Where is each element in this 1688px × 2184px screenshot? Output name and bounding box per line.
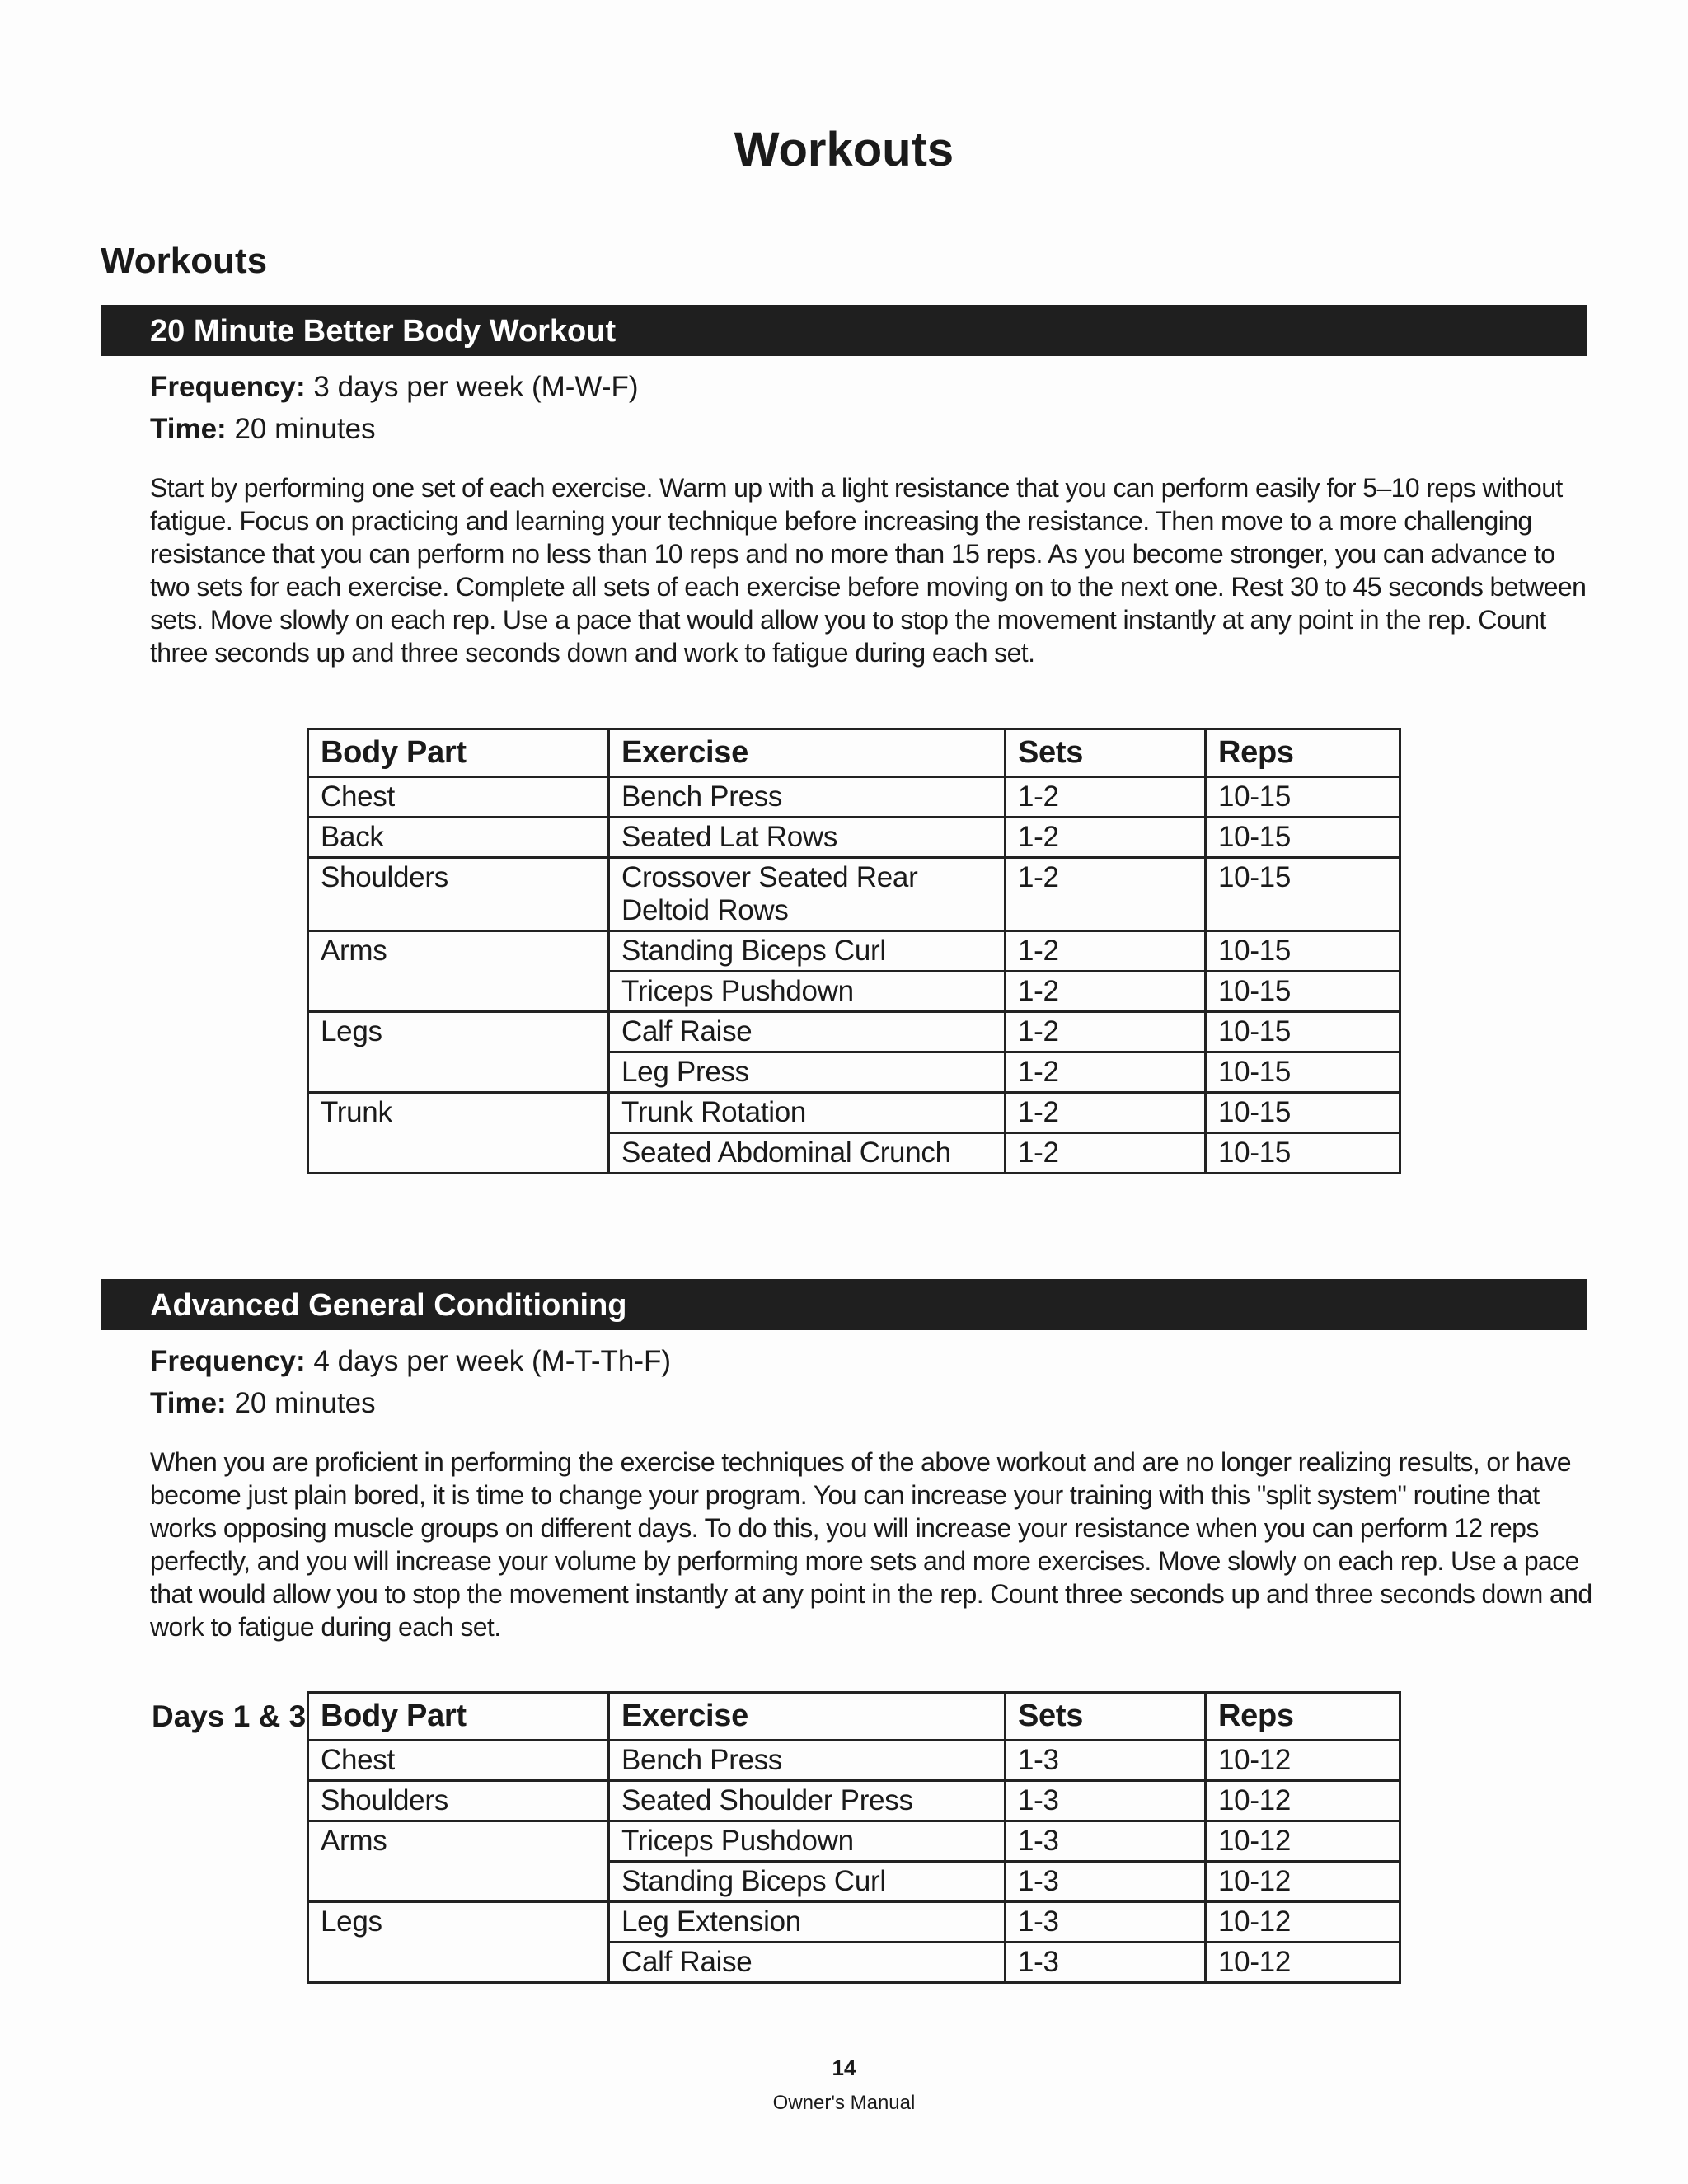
body-part-cell: Chest — [308, 1741, 609, 1781]
workout2-table — [307, 1691, 1401, 1984]
header-body-part: Body Part — [308, 1693, 609, 1741]
reps-cell: 10-15 — [1206, 1093, 1400, 1133]
table-row — [308, 1781, 1400, 1821]
table-header-row — [308, 729, 1400, 777]
body-part-cell: Shoulders — [308, 858, 609, 931]
workout1-frequency — [150, 367, 1551, 408]
sets-cell: 1-2 — [1006, 777, 1206, 818]
workout2-frequency — [150, 1341, 1551, 1382]
header-exercise: Exercise — [609, 729, 1006, 777]
body-part-cell: Legs — [308, 1902, 609, 1943]
header-sets: Sets — [1006, 729, 1206, 777]
workout2-title-bar: Advanced General Conditioning — [101, 1279, 1587, 1330]
footer-manual-label: Owner's Manual — [772, 2092, 916, 2114]
table-row — [308, 972, 1400, 1012]
header-reps: Reps — [1206, 1693, 1400, 1741]
header-exercise: Exercise — [609, 1693, 1006, 1741]
reps-cell: 10-15 — [1206, 1133, 1400, 1174]
exercise-cell: Bench Press — [609, 1741, 1006, 1781]
table-row — [308, 1902, 1400, 1943]
section-title: Workouts — [101, 241, 268, 281]
exercise-cell: Calf Raise — [609, 1943, 1006, 1983]
body-part-cell — [308, 1862, 609, 1902]
reps-cell: 10-15 — [1206, 972, 1400, 1012]
exercise-cell: Standing Biceps Curl — [609, 1862, 1006, 1902]
body-part-cell: Legs — [308, 1012, 609, 1052]
table-row — [308, 931, 1400, 972]
exercise-cell: Crossover Seated Rear Deltoid Rows — [609, 858, 1006, 931]
days-label: Days 1 & 3 — [152, 1699, 307, 1733]
exercise-cell: Triceps Pushdown — [609, 972, 1006, 1012]
exercise-cell: Bench Press — [609, 777, 1006, 818]
frequency-label: Frequency: — [150, 371, 306, 403]
table-row — [308, 818, 1400, 858]
workout1-time — [150, 409, 1551, 450]
sets-cell: 1-3 — [1006, 1781, 1206, 1821]
sets-cell: 1-2 — [1006, 818, 1206, 858]
workout1-table — [307, 728, 1401, 1174]
reps-cell: 10-15 — [1206, 1052, 1400, 1093]
table-row — [308, 858, 1400, 931]
page-number: 14 — [832, 2055, 856, 2080]
table-row — [308, 1943, 1400, 1983]
time-value: 20 minutes — [226, 1387, 376, 1419]
body-part-cell: Arms — [308, 1821, 609, 1862]
header-body-part: Body Part — [308, 729, 609, 777]
sets-cell: 1-2 — [1006, 931, 1206, 972]
exercise-cell: Trunk Rotation — [609, 1093, 1006, 1133]
sets-cell: 1-3 — [1006, 1821, 1206, 1862]
body-part-cell: Arms — [308, 931, 609, 972]
reps-cell: 10-12 — [1206, 1821, 1400, 1862]
reps-cell: 10-12 — [1206, 1741, 1400, 1781]
exercise-cell: Seated Shoulder Press — [609, 1781, 1006, 1821]
time-label: Time: — [150, 1387, 227, 1419]
table-row — [308, 1052, 1400, 1093]
frequency-label: Frequency: — [150, 1345, 306, 1377]
sets-cell: 1-3 — [1006, 1943, 1206, 1983]
sets-cell: 1-2 — [1006, 858, 1206, 931]
table-row — [308, 1821, 1400, 1862]
reps-cell: 10-15 — [1206, 1012, 1400, 1052]
sets-cell: 1-3 — [1006, 1902, 1206, 1943]
frequency-value: 4 days per week (M-T-Th-F) — [305, 1345, 672, 1377]
table-row — [308, 777, 1400, 818]
table-header-row — [308, 1693, 1400, 1741]
table-row — [308, 1862, 1400, 1902]
time-label: Time: — [150, 413, 227, 445]
sets-cell: 1-2 — [1006, 972, 1206, 1012]
workout1-title-bar: 20 Minute Better Body Workout — [101, 305, 1587, 356]
body-part-cell — [308, 1133, 609, 1174]
body-part-cell: Shoulders — [308, 1781, 609, 1821]
exercise-cell: Leg Extension — [609, 1902, 1006, 1943]
sets-cell: 1-2 — [1006, 1052, 1206, 1093]
body-part-cell — [308, 972, 609, 1012]
exercise-cell: Seated Lat Rows — [609, 818, 1006, 858]
exercise-cell: Standing Biceps Curl — [609, 931, 1006, 972]
time-value: 20 minutes — [226, 413, 376, 445]
reps-cell: 10-15 — [1206, 858, 1400, 931]
header-sets: Sets — [1006, 1693, 1206, 1741]
table-row — [308, 1012, 1400, 1052]
body-part-cell: Trunk — [308, 1093, 609, 1133]
sets-cell: 1-2 — [1006, 1093, 1206, 1133]
header-reps: Reps — [1206, 729, 1400, 777]
exercise-cell: Triceps Pushdown — [609, 1821, 1006, 1862]
exercise-cell: Calf Raise — [609, 1012, 1006, 1052]
sets-cell: 1-3 — [1006, 1862, 1206, 1902]
sets-cell: 1-2 — [1006, 1012, 1206, 1052]
body-part-cell: Chest — [308, 777, 609, 818]
reps-cell: 10-15 — [1206, 818, 1400, 858]
workout2-time — [150, 1383, 1551, 1424]
body-part-cell — [308, 1943, 609, 1983]
body-part-cell — [308, 1052, 609, 1093]
frequency-value: 3 days per week (M-W-F) — [305, 371, 639, 403]
reps-cell: 10-12 — [1206, 1862, 1400, 1902]
reps-cell: 10-12 — [1206, 1902, 1400, 1943]
exercise-cell: Seated Abdominal Crunch — [609, 1133, 1006, 1174]
workout1-description: Start by performing one set of each exercise. Warm up with a light resistance that you can perform easily for 5–10 reps without fatigue. Focus on practicing and learning your technique before increasing the resistance. Then move to a more challenging resistance that you can perform no less than 10 reps and no more than 15 reps. As you become stronger, you can advance to two sets for each exercise. Complete all sets of each exercise before moving on to the next one. Rest 30 to 45 seconds between sets. Move slowly on each rep. Use a pace that would allow you to stop the movement instantly at any point in the rep. Count three seconds up and three seconds down and work to fatigue during each set. — [150, 473, 1587, 668]
reps-cell: 10-15 — [1206, 777, 1400, 818]
body-part-cell: Back — [308, 818, 609, 858]
reps-cell: 10-15 — [1206, 931, 1400, 972]
sets-cell: 1-3 — [1006, 1741, 1206, 1781]
table-row — [308, 1741, 1400, 1781]
table-row — [308, 1133, 1400, 1174]
reps-cell: 10-12 — [1206, 1781, 1400, 1821]
sets-cell: 1-2 — [1006, 1133, 1206, 1174]
table-row — [308, 1093, 1400, 1133]
reps-cell: 10-12 — [1206, 1943, 1400, 1983]
exercise-cell: Leg Press — [609, 1052, 1006, 1093]
page-title: Workouts — [734, 123, 954, 176]
workout2-description: When you are proficient in performing the exercise techniques of the above workout and are no longer realizing results, or have become just plain bored, it is time to change your program. You can increase your training with this "split system" routine that works opposing muscle groups on different days. To do this, you will increase your resistance when you can perform 12 reps perfectly, and you will increase your volume by performing more sets and more exercises. Move slowly on each rep. Use a pace that would allow you to stop the movement instantly at any point in the rep. Count three seconds up and three seconds down and work to fatigue during each set. — [150, 1447, 1592, 1642]
